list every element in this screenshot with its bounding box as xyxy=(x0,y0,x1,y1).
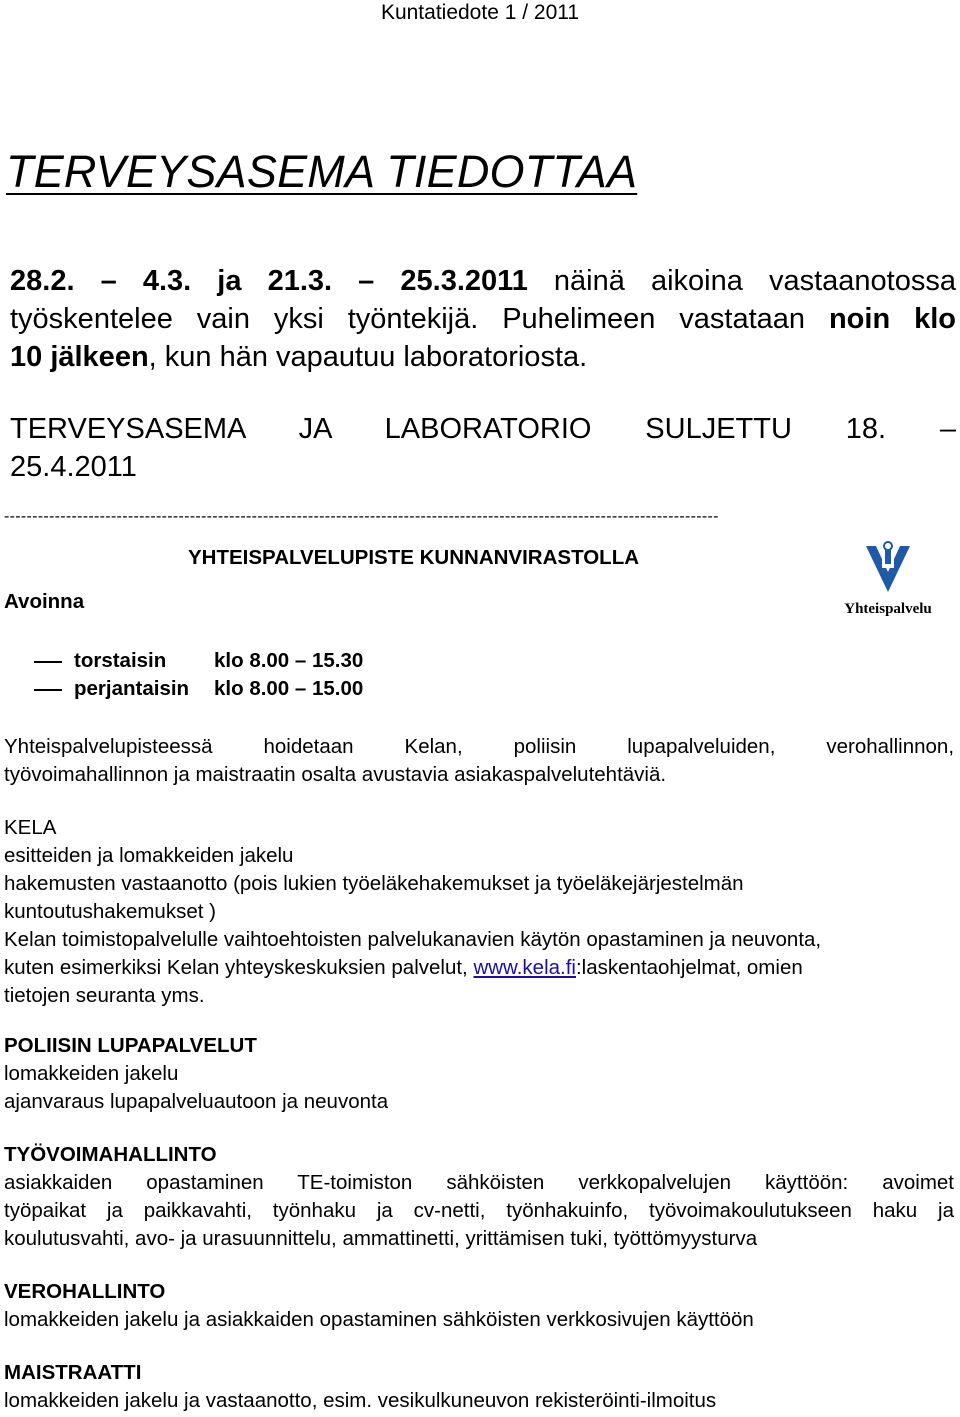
hours-row-thursday: torstaisin klo 8.00 – 15.30 xyxy=(34,649,363,673)
vero-heading: VEROHALLINTO xyxy=(4,1280,166,1303)
kela-link[interactable]: www.kela.fi xyxy=(473,956,576,979)
dash-bullet-icon xyxy=(34,689,62,691)
intro-line-2: työvoimahallinnon ja maistraatin osalta avustavia asiakaspalvelutehtäviä. xyxy=(4,763,667,786)
yhteispalvelu-logo xyxy=(838,540,938,620)
kela-heading: KELA xyxy=(4,816,57,839)
service-point-heading: YHTEISPALVELUPISTE KUNNANVIRASTOLLA xyxy=(188,546,640,569)
tyovoima-heading: TYÖVOIMAHALLINTO xyxy=(4,1143,217,1166)
tyovoima-line: koulutusvahti, avo- ja urasuunnittelu, ammattinetti, yrittämisen tuki, työttömyysturva xyxy=(4,1227,758,1250)
page-title: TERVEYSASEMA TIEDOTTAA xyxy=(6,146,638,197)
intro-line-1: Yhteispalvelupisteessä hoidetaan Kelan, poliisin lupapalveluiden, verohallinnon, xyxy=(4,735,955,758)
tyovoima-section xyxy=(4,1141,954,1253)
closed-line-1: TERVEYSASEMA JA LABORATORIO SULJETTU 18. – xyxy=(10,413,957,445)
kela-line: hakemusten vastaanotto (pois lukien työeläkehakemukset ja työeläkejärjestelmän xyxy=(4,872,744,895)
maistraatti-heading: MAISTRAATTI xyxy=(4,1361,142,1384)
kela-line: Kelan toimistopalvelulle vaihtoehtoisten palvelukanavien käytön opastaminen ja neuvonta, xyxy=(4,928,822,951)
notice-line-1: 28.2. – 4.3. ja 21.3. – 25.3.2011 näinä aikoina vastaanotossa xyxy=(10,265,956,297)
poliisi-section xyxy=(4,1032,954,1116)
yhteispalvelu-logo-icon xyxy=(838,540,938,598)
dash-bullet-icon xyxy=(34,661,62,663)
page-header: Kuntatiedote 1 / 2011 xyxy=(380,1,580,24)
hours-row-friday: perjantaisin klo 8.00 – 15.00 xyxy=(34,677,363,701)
kela-line: esitteiden ja lomakkeiden jakelu xyxy=(4,844,294,867)
poliisi-heading: POLIISIN LUPAPALVELUT xyxy=(4,1034,257,1057)
kela-line: kuntoutushakemukset ) xyxy=(4,900,216,923)
poliisi-line: lomakkeiden jakelu xyxy=(4,1062,179,1085)
kela-section xyxy=(4,814,954,1010)
notice-line-3: 10 jälkeen, kun hän vapautuu laboratoriosta. xyxy=(10,341,588,373)
maistraatti-line: lomakkeiden jakelu ja vastaanotto, esim. vesikulkuneuvon rekisteröinti-ilmoitus xyxy=(4,1389,717,1412)
kela-line: tietojen seuranta yms. xyxy=(4,984,205,1007)
tyovoima-line: asiakkaiden opastaminen TE-toimiston sähköisten verkkopalvelujen käyttöön: avoimet xyxy=(4,1171,954,1194)
divider: ------------------------------------------------------------------------------------------------------------------------------- xyxy=(4,508,719,525)
maistraatti-section xyxy=(4,1359,954,1415)
notice-block xyxy=(10,262,956,376)
poliisi-line: ajanvaraus lupapalveluautoon ja neuvonta xyxy=(4,1090,389,1113)
service-point-intro xyxy=(4,733,954,789)
closed-line-2: 25.4.2011 xyxy=(10,451,137,483)
tyovoima-line: työpaikat ja paikkavahti, työnhaku ja cv-netti, työnhakuinfo, työvoimakoulutukseen haku ja xyxy=(4,1199,954,1222)
open-label: Avoinna xyxy=(4,590,85,613)
kela-line: kuten esimerkiksi Kelan yhteyskeskuksien palvelut, www.kela.fi:laskentaohjelmat, omien xyxy=(4,956,803,979)
vero-section xyxy=(4,1278,954,1334)
vero-line: lomakkeiden jakelu ja asiakkaiden opastaminen sähköisten verkkosivujen käyttöön xyxy=(4,1308,754,1331)
logo-text: Yhteispalvelu xyxy=(844,601,932,617)
notice-line-2: työskentelee vain yksi työntekijä. Puhelimeen vastataan noin klo xyxy=(10,303,956,335)
closed-block xyxy=(10,410,956,486)
